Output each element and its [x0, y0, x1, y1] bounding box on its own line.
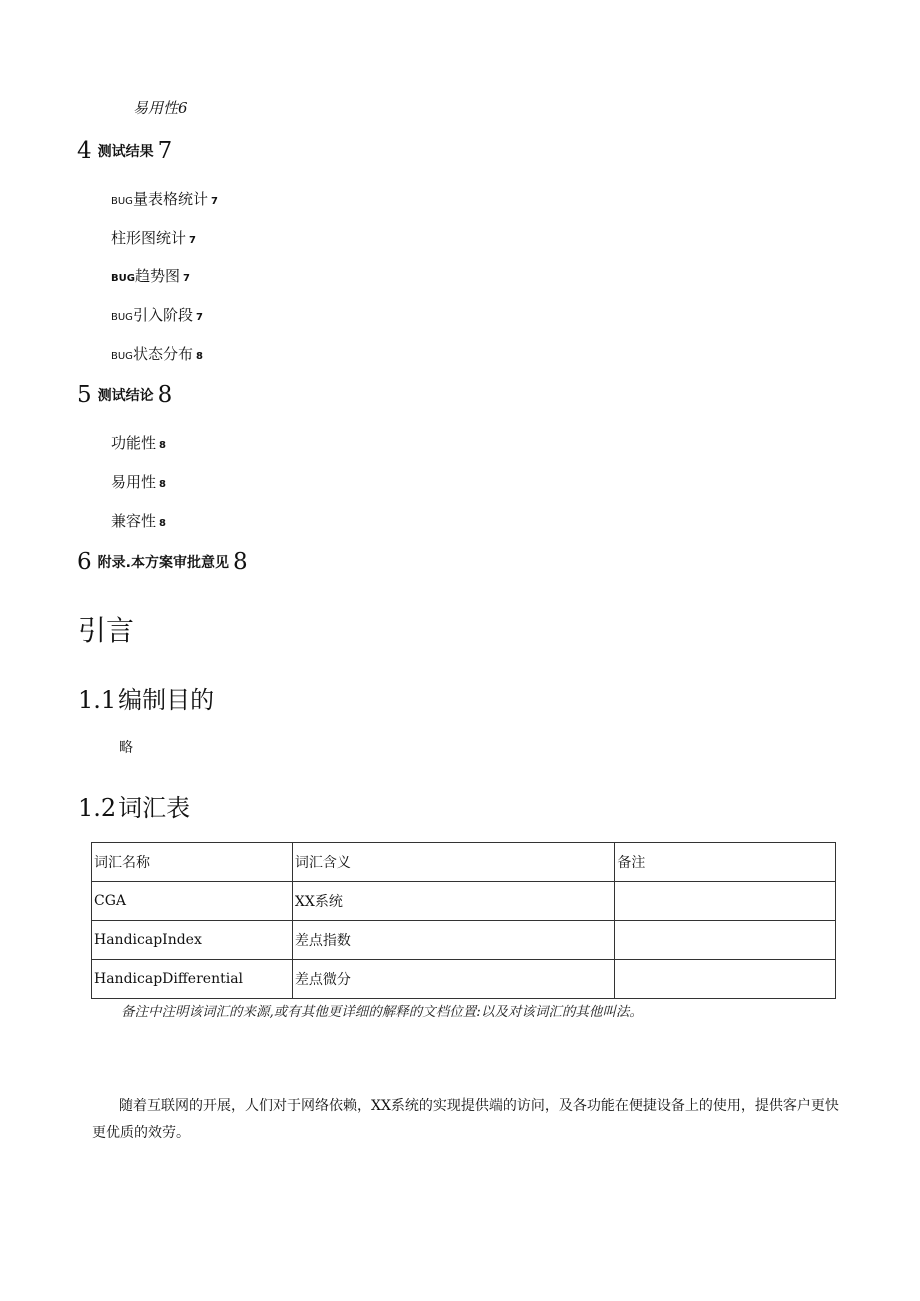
toc-item-prefix: BUG: [111, 273, 135, 284]
table-cell: [615, 921, 836, 960]
table-row: [92, 882, 836, 921]
table-row: [92, 960, 836, 999]
section-title-intro: 引言: [78, 614, 135, 647]
toc-section-title: 测试结论: [97, 388, 154, 404]
toc-page-number: 8: [195, 351, 203, 362]
toc-item-usability-6[interactable]: 易用性6: [133, 99, 188, 117]
table-cell: HandicapDifferential: [92, 960, 293, 999]
toc-page-number: 8: [159, 440, 166, 451]
heading-number: 1.1: [78, 686, 117, 714]
toc-page-number: 8: [159, 518, 166, 529]
table-cell: 差点微分: [292, 960, 614, 999]
vocabulary-table: [91, 842, 836, 999]
toc-section-title: 测试结果: [97, 144, 154, 160]
table-note: 备注中注明该词汇的来源,或有其他更详细的解释的文档位置:以及对该词汇的其他叫法。: [121, 1004, 643, 1020]
table-cell: [615, 882, 836, 921]
section-body-text: 略: [119, 740, 133, 756]
table-cell: XX系统: [292, 882, 614, 921]
toc-item-label: 状态分布: [132, 345, 193, 363]
section-heading-1-2: [78, 788, 190, 823]
toc-item-label: 功能性: [111, 434, 157, 452]
table-cell: CGA: [92, 882, 293, 921]
toc-item-label: 易用性: [111, 473, 157, 491]
toc-page-number: 7: [189, 235, 196, 246]
toc-section-4[interactable]: [77, 138, 172, 164]
toc-item-label: 趋势图: [134, 267, 180, 285]
toc-page-number: 7: [195, 312, 203, 323]
toc-item-bug-phase[interactable]: [111, 304, 203, 325]
toc-item-functionality[interactable]: [111, 432, 166, 453]
toc-page-number: 8: [159, 479, 166, 490]
heading-title: 词汇表: [118, 794, 191, 822]
toc-item-label: 兼容性: [111, 512, 157, 530]
toc-section-number: 4: [77, 138, 92, 164]
toc-item-label: 引入阶段: [132, 306, 193, 324]
table-cell: HandicapIndex: [92, 921, 293, 960]
table-header-cell: 词汇含义: [292, 843, 614, 882]
toc-item-bug-trend[interactable]: [111, 265, 190, 286]
toc-section-5[interactable]: [77, 382, 172, 408]
table-cell: 差点指数: [292, 921, 614, 960]
toc-section-number: 5: [77, 382, 92, 408]
heading-title: 编制目的: [118, 686, 215, 714]
section-heading-1-1: [78, 680, 214, 715]
toc-item-label: 量表格统计: [132, 190, 208, 208]
toc-section-number: 6: [77, 549, 92, 575]
body-paragraph: 随着互联网的开展，人们对于网络依赖，XX系统的实现提供端的访问，及各功能在便捷设备上的使用，提供客户更快更优质的效劳。: [92, 1098, 839, 1141]
toc-item-prefix: BUG: [111, 196, 133, 207]
table-header-row: [92, 843, 836, 882]
toc-item-usability-8[interactable]: [111, 471, 166, 492]
toc-section-title: 附录.本方案审批意见: [97, 555, 229, 571]
toc-page-number: 7: [157, 138, 173, 164]
toc-item-bug-table[interactable]: [111, 188, 218, 209]
toc-section-6[interactable]: [77, 549, 248, 575]
toc-item-bug-status[interactable]: [111, 343, 203, 364]
toc-page-number: 7: [182, 273, 190, 284]
toc-item-prefix: BUG: [111, 351, 133, 362]
toc-item-prefix: BUG: [111, 312, 133, 323]
toc-item-compatibility[interactable]: [111, 510, 166, 531]
heading-number: 1.2: [78, 794, 117, 822]
table-header-cell: 词汇名称: [92, 843, 293, 882]
toc-item-label: 柱形图统计: [111, 229, 187, 247]
toc-item-bar-chart[interactable]: [111, 227, 196, 248]
toc-page-number: 8: [232, 549, 248, 575]
table-row: [92, 921, 836, 960]
table-cell: [615, 960, 836, 999]
toc-page-number: 7: [210, 196, 218, 207]
toc-page-number: 8: [157, 382, 173, 408]
table-header-cell: 备注: [615, 843, 836, 882]
